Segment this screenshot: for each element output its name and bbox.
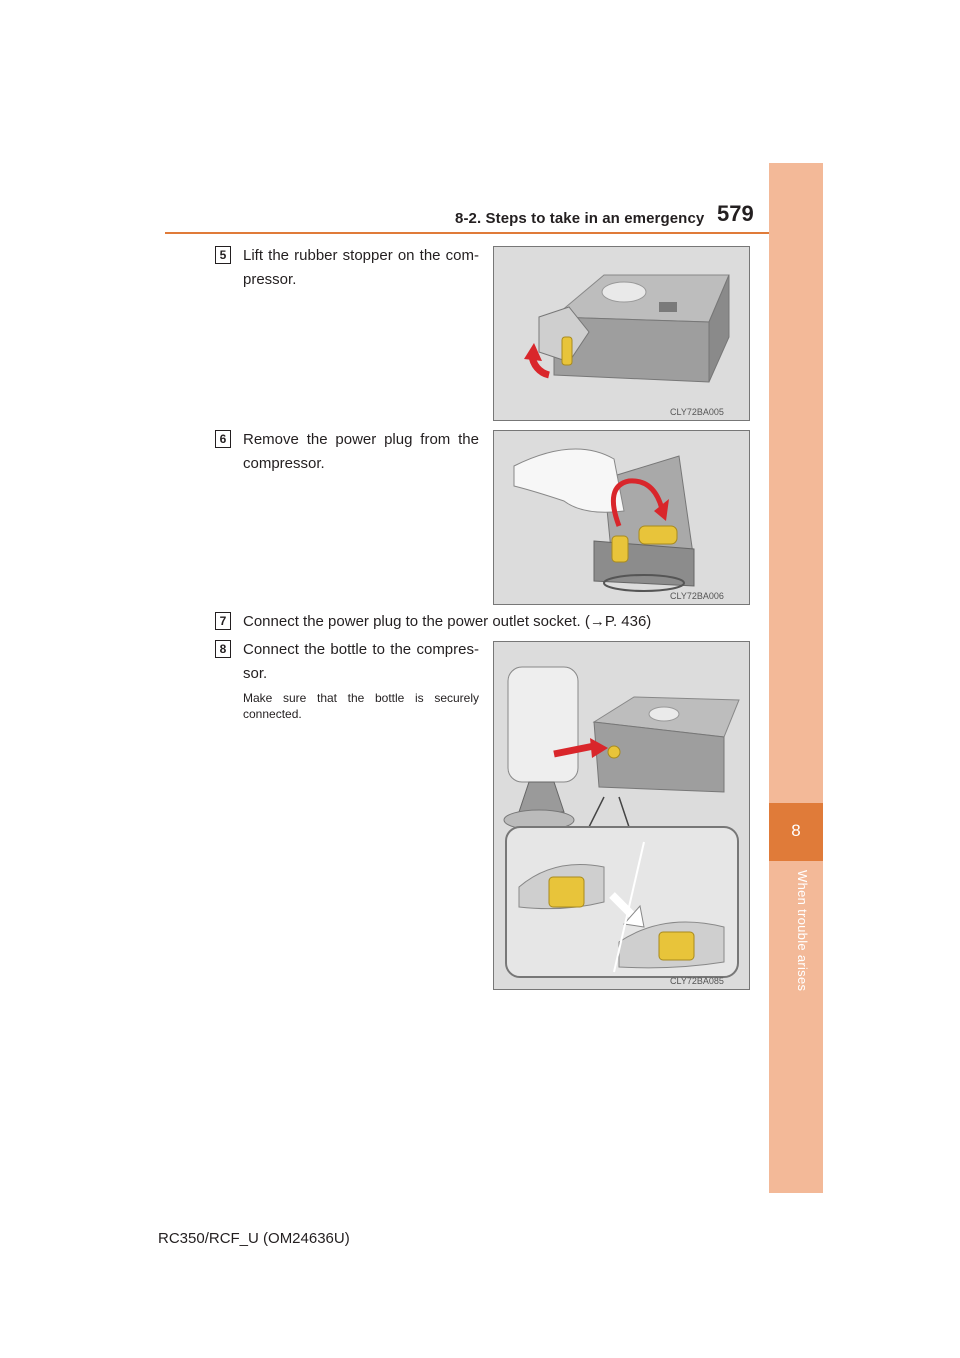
step-number-5: 5 [215, 246, 231, 264]
step-7-text: Connect the power plug to the power outlet socket. (→P. 436) [243, 613, 652, 630]
figure-code-6: CLY72BA006 [670, 591, 724, 601]
figure-code-8: CLY72BA085 [670, 976, 724, 986]
step-6-text: Remove the power plug from the compressor. [243, 431, 479, 472]
remove-power-plug-illustration [493, 430, 750, 605]
section-title: 8-2. Steps to take in an emergency [455, 210, 705, 227]
model-code-footer: RC350/RCF_U (OM24636U) [158, 1230, 350, 1247]
step-8-text: Connect the bottle to the compres-sor. [243, 641, 479, 682]
figure-code-5: CLY72BA005 [670, 407, 724, 417]
step-number-6: 6 [215, 430, 231, 448]
chapter-title: When trouble arises [795, 870, 810, 992]
page-number: 579 [717, 201, 754, 226]
connect-bottle-illustration [493, 641, 750, 990]
header-rule [165, 232, 823, 234]
step-number-7: 7 [215, 612, 231, 630]
step-8-note: Make sure that the bottle is securely connected. [243, 691, 479, 721]
chapter-side-tab [769, 163, 823, 1193]
compressor-stopper-illustration [493, 246, 750, 421]
step-5-text: Lift the rubber stopper on the com-pressor. [243, 247, 479, 288]
chapter-number: 8 [791, 821, 801, 840]
step-number-8: 8 [215, 640, 231, 658]
chapter-number-tab [769, 803, 823, 861]
